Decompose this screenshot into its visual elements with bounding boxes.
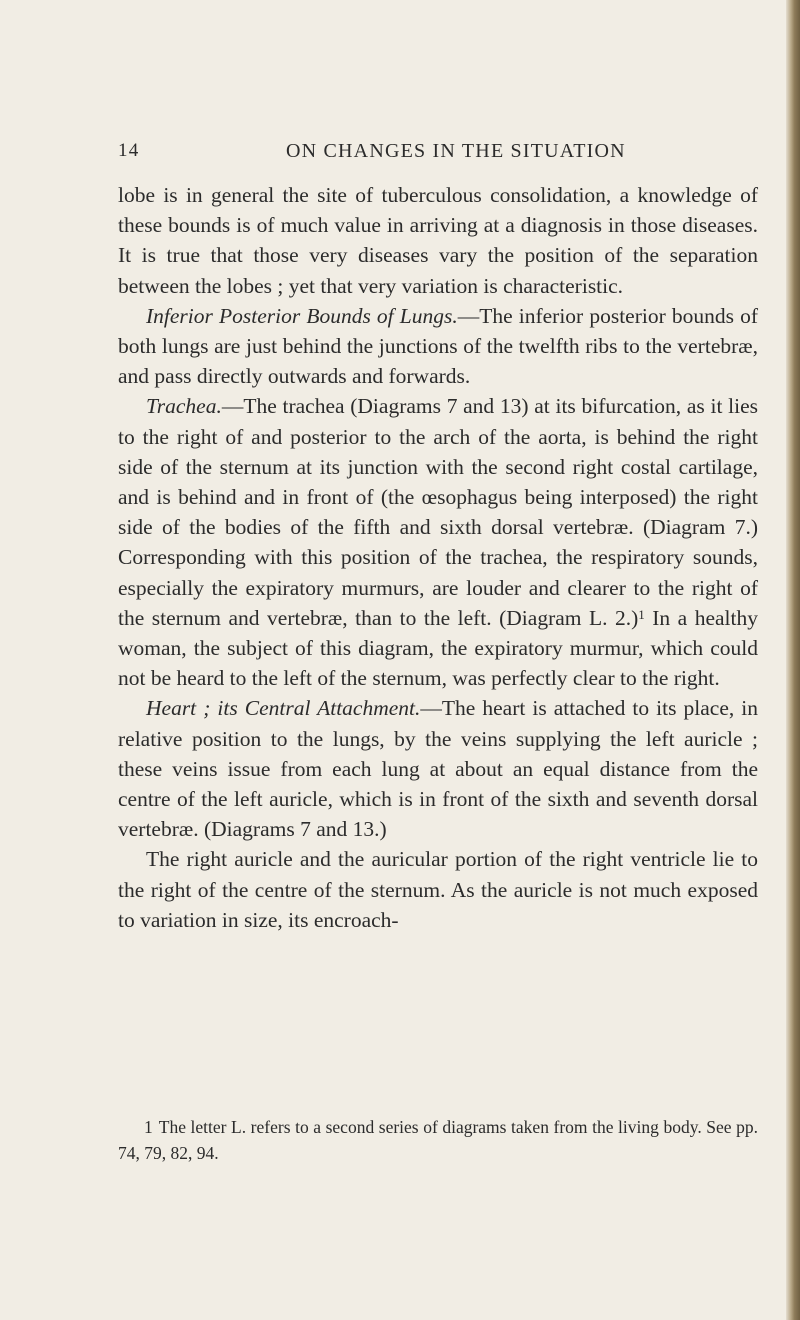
paragraph-heart [118,693,758,844]
footnote [118,1114,758,1166]
footnote-reference: 1 [638,606,645,622]
section-heading-trachea: Trachea. [146,394,222,419]
running-head: ON CHANGES IN THE SITUATION [286,140,626,162]
paragraph-text: —The inferior posterior bounds of both lungs are just behind the junctions of the twelfth ribs to the vertebræ, and pass directly outwards and forwards. [118,303,758,389]
footnote-text: The letter L. refers to a second series of diagrams taken from the living body. See pp. 74, 79, 82, 94. [118,1117,758,1163]
paragraph-lobe: lobe is in general the site of tuberculous consolidation, a knowledge of these bounds is of much value in arriving at a diagnosis in those diseases. It is true that those very diseases vary the position of the separation between the lobes ; yet that very variation is characteristic. [118,183,758,298]
paragraph-text-continued: In a healthy woman, the subject of this diagram, the expiratory murmur, which could not be heard to the left of the sternum, was perfectly clear to the right. [118,605,758,691]
paragraph-right-auricle: The right auricle and the auricular portion of the right ventricle lie to the right of the centre of the sternum. As the auricle is not much exposed to variation in size, its encroach- [118,847,758,932]
paragraph-text: —The heart is attached to its place, in relative position to the lungs, by the veins supplying the left auricle ; these veins issue from each lung at about an equal distance from the centre of the left auricle, which is in front of the sixth and seventh dorsal vertebræ. (Diagrams 7 and 13.) [118,696,758,842]
paragraph-text: —The trachea (Diagrams 7 and 13) at its bifurcation, as it lies to the right of and posterior to the arch of the aorta, is behind the right side of the sternum at its junction with the second right costal cartilage, and is behind and in front of (the œsophagus being interposed) the right side of the bodies of the fifth and sixth dorsal vertebræ. (Diagram 7.) Corresponding with this position of the trachea, the respiratory sounds, especially the expiratory murmurs, are louder and clearer to the right of the sternum and vertebræ, than to the left. (Diagram L. 2.) [118,394,758,630]
body-text [118,180,758,935]
page-number: 14 [118,140,140,161]
page-edge-shadow [786,0,800,1320]
section-heading-inferior-posterior-bounds: Inferior Posterior Bounds of Lungs. [146,303,458,328]
footnote-marker: 1 [144,1117,153,1137]
footnote-paragraph [118,1114,758,1166]
page-header [118,140,758,170]
paragraph-trachea [118,391,758,693]
section-heading-heart: Heart ; its Central Attachment. [146,696,421,721]
paragraph-inferior-posterior-bounds [118,301,758,392]
